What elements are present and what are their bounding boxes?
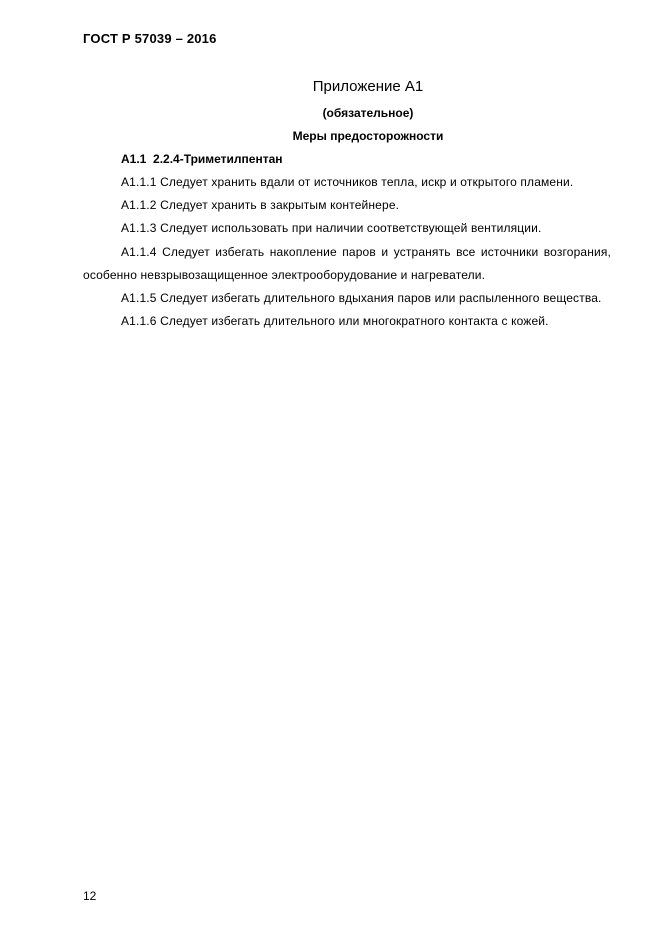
- section-body: [83, 171, 611, 333]
- paragraph-a1-1-6: А1.1.6 Следует избегать длительного или многократного контакта с кожей.: [121, 314, 549, 329]
- page-number: 12: [83, 889, 97, 903]
- document-code-header: ГОСТ Р 57039 – 2016: [83, 31, 217, 46]
- paragraph-a1-1-2: А1.1.2 Следует хранить в закрытым контейнере.: [121, 198, 400, 213]
- section-heading: А1.1 2.2.4-Триметилпентан: [121, 152, 283, 166]
- appendix-heading: Меры предосторожности: [292, 129, 444, 143]
- appendix-status: (обязательное): [322, 106, 414, 120]
- paragraph-a1-1-3: А1.1.3 Следует использовать при наличии соответствующей вентиляции.: [121, 221, 542, 236]
- paragraph-a1-1-4: А1.1.4 Следует избегать накопление паров и устранять все источники возгорания, особенно невзрывозащищенное электрооборудование и нагреватели.: [83, 244, 611, 282]
- appendix-title: Приложение А1: [312, 78, 424, 95]
- paragraph-a1-1-5: А1.1.5 Следует избегать длительного вдыхания паров или распыленного вещества.: [121, 291, 602, 306]
- paragraph-a1-1-1: А1.1.1 Следует хранить вдали от источников тепла, искр и открытого пламени.: [121, 175, 574, 189]
